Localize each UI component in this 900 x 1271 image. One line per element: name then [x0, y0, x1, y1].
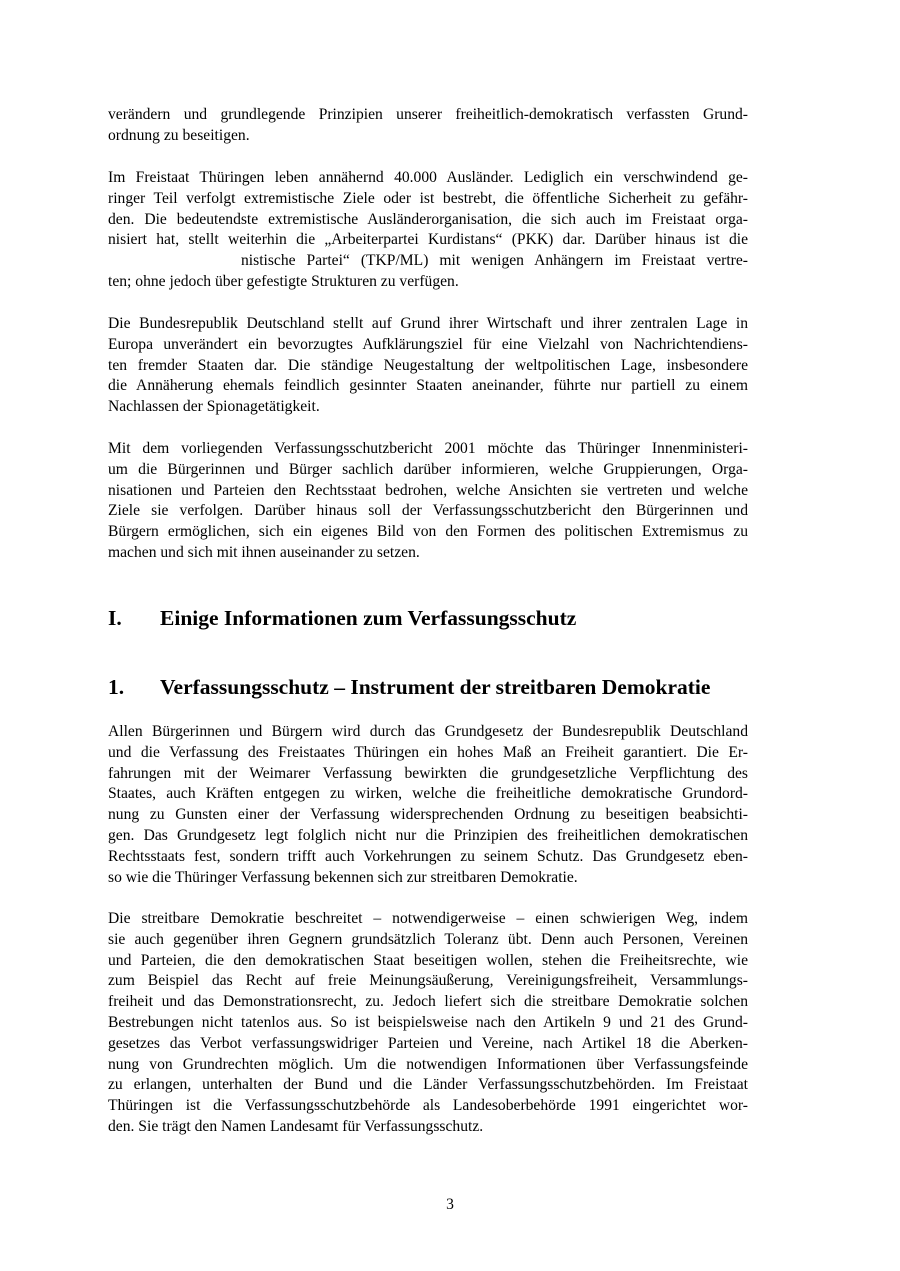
text-line: fahrungen mit der Weimarer Verfassung bewirkten die grundgesetzliche Verpflichtung des — [108, 764, 748, 782]
text-line: und die Verfassung des Freistaates Thüringen ein hohes Maß an Freiheit garantiert. Die Er- — [108, 743, 748, 761]
text-line: Europa unverändert ein bevorzugtes Aufklärungsziel für eine Vielzahl von Nachrichtendiens- — [108, 335, 748, 353]
page-number: 3 — [446, 1196, 454, 1213]
text-line: nung zu Gunsten einer der Verfassung widersprechenden Ordnung zu beseitigen beabsichti- — [108, 806, 748, 824]
paragraph-spionage — [108, 314, 748, 418]
text-line: die Annäherung ehemals feindlich gesinnter Staaten aneinander, führte nur partiell zu einem — [108, 377, 748, 395]
text-line: freiheit und das Demonstrationsrecht, zu. Jedoch liefert sich die streitbare Demokratie solchen — [108, 993, 748, 1011]
text-line: gesetzes das Verbot verfassungswidriger Parteien und Vereine, nach Artikel 18 die Aberken- — [108, 1034, 748, 1052]
text-line: verändern und grundlegende Prinzipien unserer freiheitlich-demokratisch verfassten Grund- — [108, 106, 748, 123]
paragraph-auslaender — [108, 168, 748, 293]
paragraph-bericht — [108, 439, 748, 564]
text-line: den. Die bedeutendste extremistische Ausländerorganisation, die sich auch im Freistaat orga- — [108, 210, 748, 228]
section-heading — [108, 674, 710, 700]
text-line: den. Sie trägt den Namen Landesamt für Verfassungsschutz. — [108, 1117, 484, 1135]
text-line: und Parteien, die den demokratischen Staat beseitigen wollen, stehen die Freiheitsrechte, wie — [108, 951, 748, 969]
text-line: Thüringen ist die Verfassungsschutzbehörde als Landesoberbehörde 1991 eingerichtet wor- — [108, 1097, 748, 1115]
chapter-title: Einige Informationen zum Verfassungsschutz — [160, 606, 577, 630]
chapter-number: I. — [108, 606, 122, 630]
text-line: ten fremder Staaten dar. Die ständige Neugestaltung der weltpolitischen Lage, insbesondere — [108, 356, 748, 374]
text-line: nistische Partei“ (TKP/ML) mit wenigen Anhängern im Freistaat vertre- — [241, 252, 748, 270]
text-line: Im Freistaat Thüringen leben annähernd 40.000 Ausländer. Lediglich ein verschwindend ge- — [108, 169, 748, 186]
text-line: Rechtsstaats fest, sondern trifft auch Vorkehrungen zu seinem Schutz. Das Grundgesetz eben- — [108, 847, 748, 865]
text-line: sie auch gegenüber ihren Gegnern grundsätzlich Toleranz übt. Denn auch Personen, Vereinen — [108, 930, 748, 948]
text-line: ringer Teil verfolgt extremistische Ziele oder ist bestrebt, die öffentliche Sicherheit zu gefähr- — [108, 189, 748, 207]
paragraph-grundgesetz — [108, 722, 748, 888]
text-line: nisiert hat, stellt weiterhin die „Arbeiterpartei Kurdistans“ (PKK) dar. Darüber hinaus ist die — [108, 231, 748, 249]
text-line: Die Bundesrepublik Deutschland stellt auf Grund ihrer Wirtschaft und ihrer zentralen Lage in — [108, 315, 748, 332]
text-line: Nachlassen der Spionagetätigkeit. — [108, 398, 320, 416]
text-line: ten; ohne jedoch über gefestigte Strukturen zu verfügen. — [108, 272, 459, 290]
text-line: gen. Das Grundgesetz legt folglich nicht nur die Prinzipien des freiheitlichen demokratischen — [108, 826, 748, 844]
text-line: Die streitbare Demokratie beschreitet – notwendigerweise – einen schwierigen Weg, indem — [108, 910, 748, 927]
text-line: zu erlangen, unterhalten der Bund und die Länder Verfassungsschutzbehörden. Im Freistaat — [108, 1076, 748, 1094]
paragraph-intro-continued — [108, 105, 748, 147]
paragraph-streitbare-demokratie — [108, 909, 748, 1138]
text-line: ordnung zu beseitigen. — [108, 126, 250, 144]
text-line: Ziele sie verfolgen. Darüber hinaus soll der Verfassungsschutzbericht den Bürgerinnen und — [108, 502, 748, 520]
text-line: machen und sich mit ihnen auseinander zu setzen. — [108, 543, 420, 561]
chapter-heading — [108, 605, 576, 631]
text-line: Bürgern ermöglichen, sich ein eigenes Bild von den Formen des politischen Extremismus zu — [108, 523, 748, 541]
text-line: Allen Bürgerinnen und Bürgern wird durch das Grundgesetz der Bundesrepublik Deutschland — [108, 723, 748, 740]
text-line: um die Bürgerinnen und Bürger sachlich darüber informieren, welche Gruppierungen, Orga- — [108, 460, 748, 478]
text-line: Staates, auch Kräften entgegen zu wirken, welche die freiheitliche demokratische Grundord- — [108, 785, 748, 803]
section-number: 1. — [108, 675, 125, 699]
text-line: Bestrebungen nicht tatenlos aus. So ist beispielsweise nach den Artikeln 9 und 21 des Grund- — [108, 1013, 748, 1031]
text-line: nung von Grundrechten möglich. Um die notwendigen Informationen über Verfassungsfeinde — [108, 1055, 748, 1073]
text-line: nisationen und Parteien den Rechtsstaat bedrohen, welche Ansichten sie vertreten und welche — [108, 481, 748, 499]
text-line: Mit dem vorliegenden Verfassungsschutzbericht 2001 möchte das Thüringer Innenministeri- — [108, 440, 748, 457]
text-line: zum Beispiel das Recht auf freie Meinungsäußerung, Vereinigungsfreiheit, Versammlungs- — [108, 972, 748, 990]
section-title: Verfassungsschutz – Instrument der streitbaren Demokratie — [160, 675, 711, 699]
text-line: so wie die Thüringer Verfassung bekennen sich zur streitbaren Demokratie. — [108, 868, 578, 886]
